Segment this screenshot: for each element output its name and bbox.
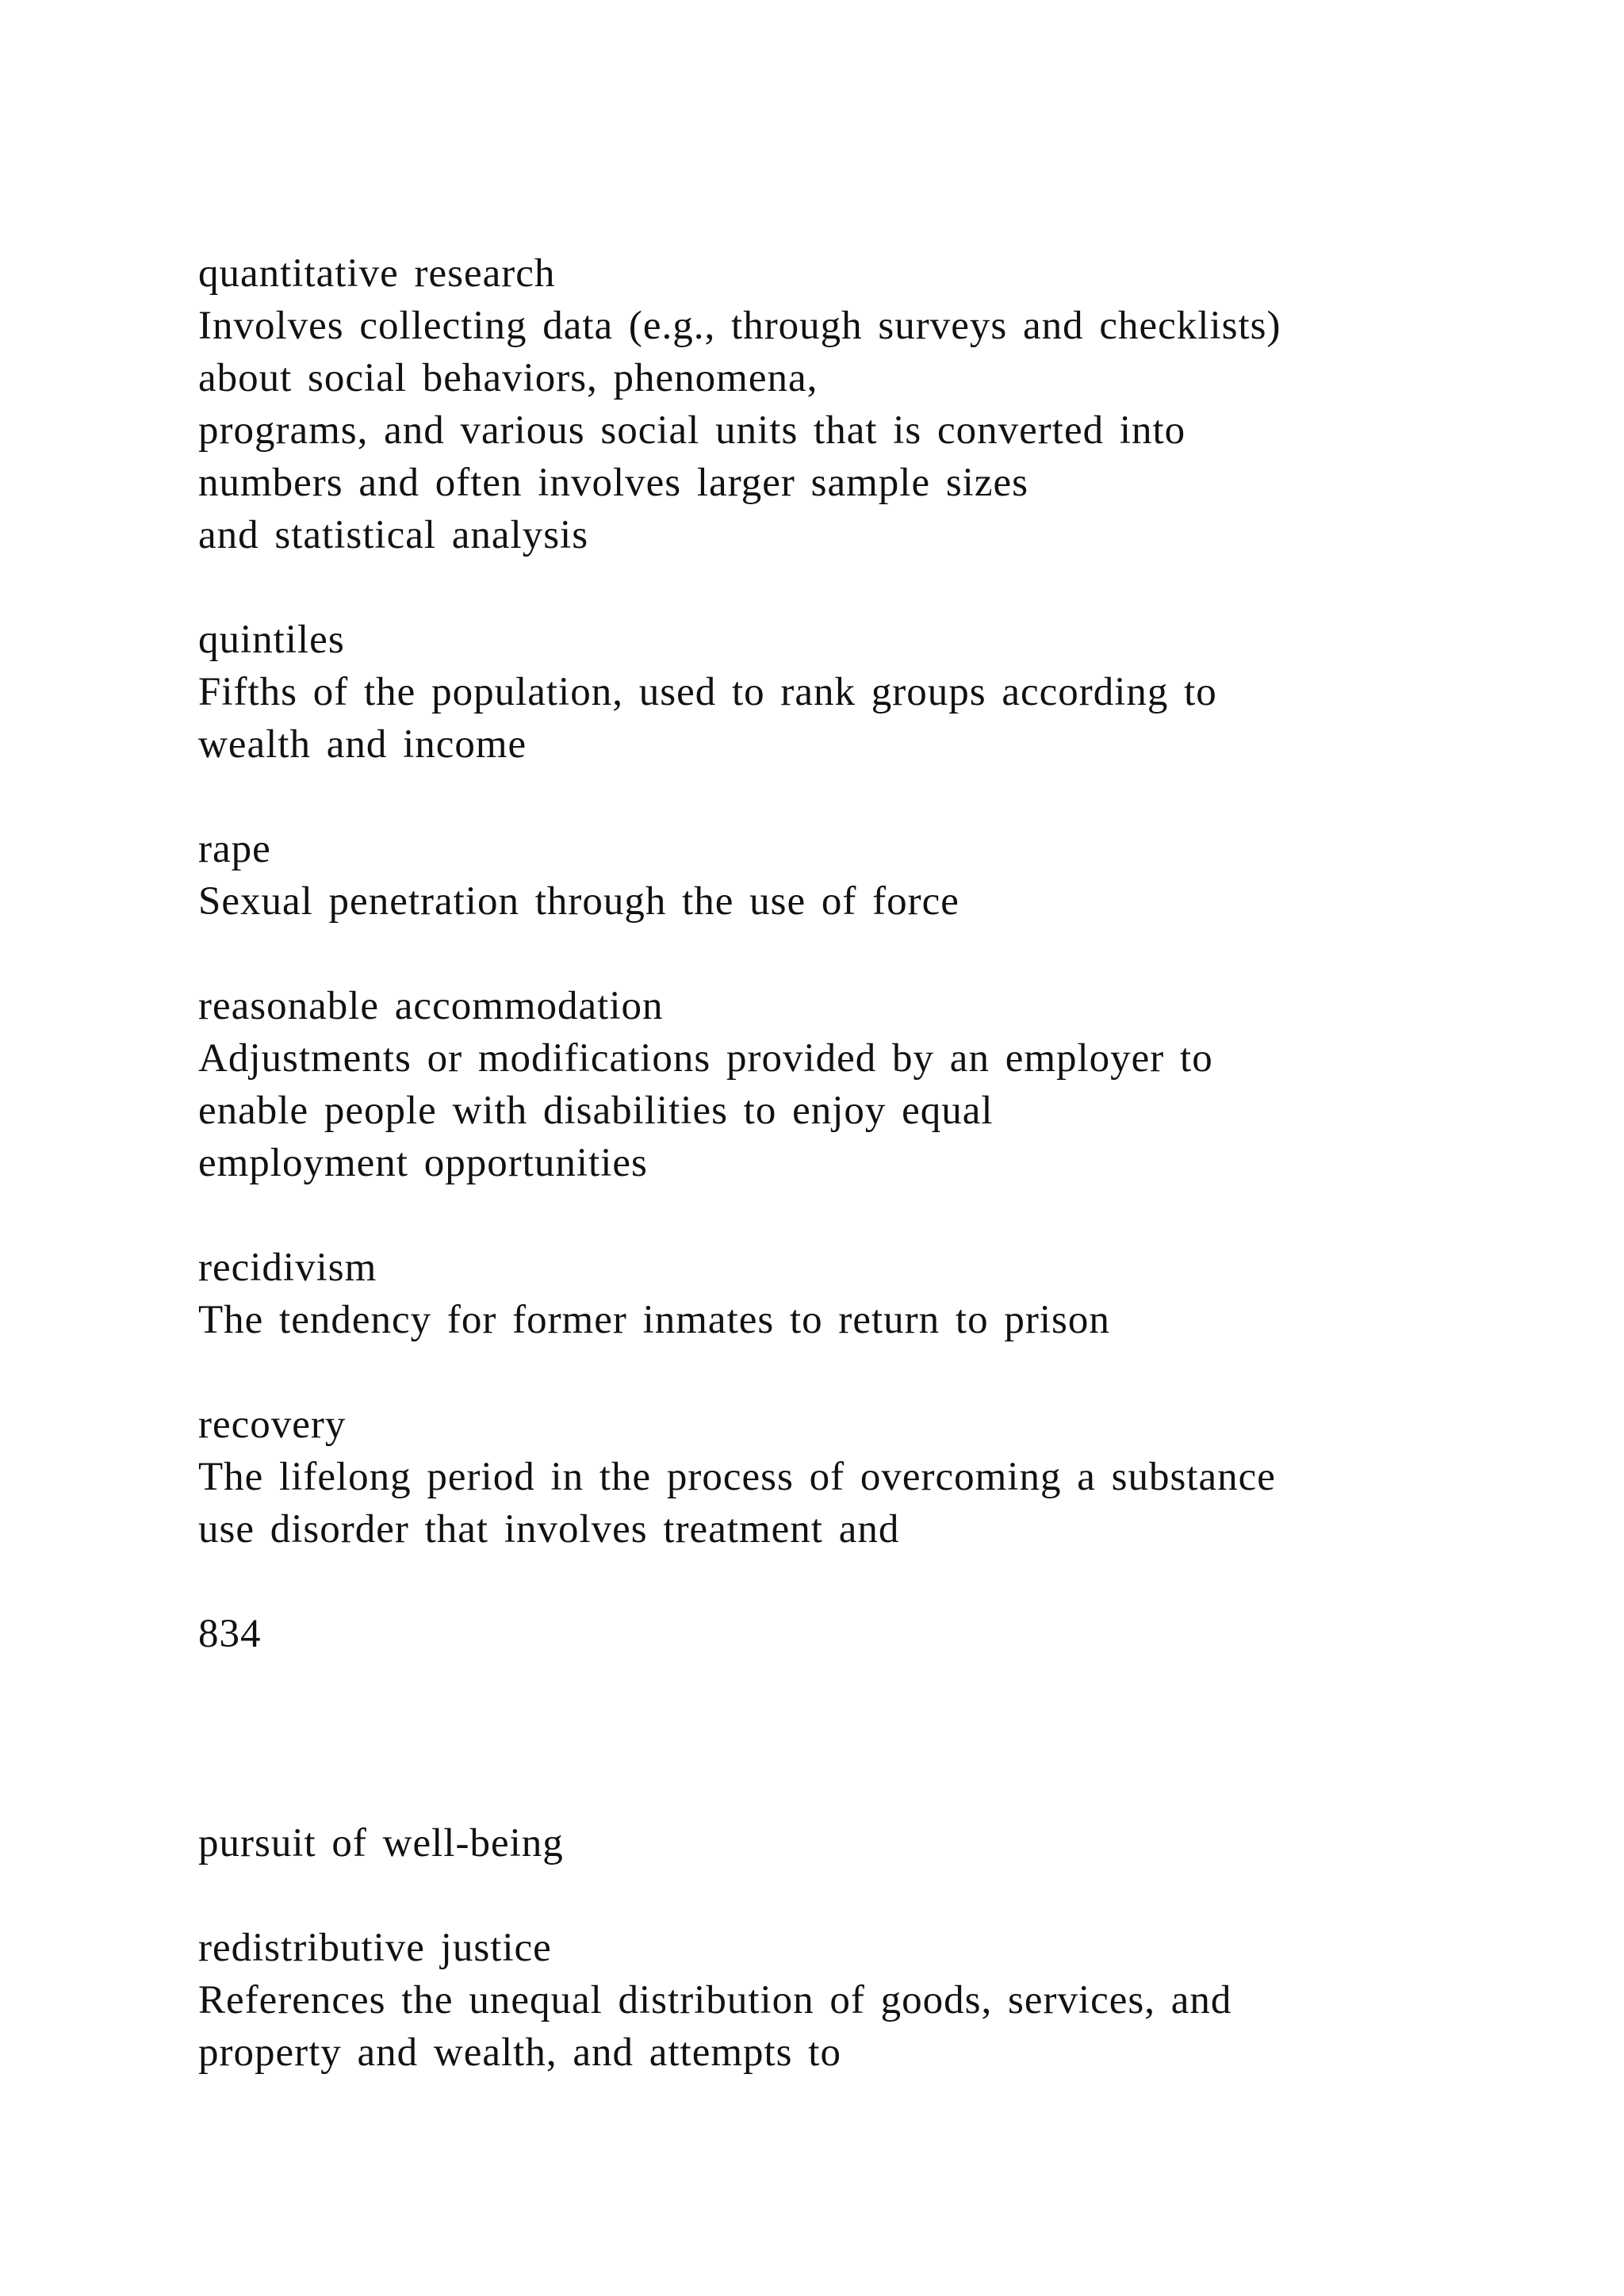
definition-line: use disorder that involves treatment and bbox=[198, 1507, 900, 1552]
term-rape: rape bbox=[198, 827, 271, 871]
term-redistributive-justice: redistributive justice bbox=[198, 1926, 552, 1970]
definition-line: Adjustments or modifications provided by an employer to bbox=[198, 1036, 1213, 1081]
term-reasonable-accommodation: reasonable accommodation bbox=[198, 984, 664, 1028]
definition-line: References the unequal distribution of goods, services, and bbox=[198, 1978, 1232, 2022]
definition-line: Sexual penetration through the use of force bbox=[198, 879, 959, 924]
term-quintiles: quintiles bbox=[198, 618, 345, 662]
continuation-header: pursuit of well-being bbox=[198, 1821, 564, 1866]
definition-line: Involves collecting data (e.g., through surveys and checklists) bbox=[198, 304, 1281, 348]
definition-line: property and wealth, and attempts to bbox=[198, 2030, 841, 2075]
page-number: 834 bbox=[198, 1612, 262, 1656]
definition-line: about social behaviors, phenomena, bbox=[198, 356, 818, 400]
definition-line: numbers and often involves larger sample sizes bbox=[198, 461, 1028, 505]
definition-line: Fifths of the population, used to rank groups according to bbox=[198, 670, 1217, 714]
definition-line: wealth and income bbox=[198, 722, 527, 767]
definition-line: and statistical analysis bbox=[198, 513, 589, 557]
term-recidivism: recidivism bbox=[198, 1246, 377, 1290]
definition-line: enable people with disabilities to enjoy equal bbox=[198, 1089, 994, 1133]
definition-line: programs, and various social units that is converted into bbox=[198, 408, 1186, 453]
term-recovery: recovery bbox=[198, 1402, 347, 1447]
definition-line: The tendency for former inmates to return to prison bbox=[198, 1298, 1110, 1342]
term-quantitative-research: quantitative research bbox=[198, 251, 556, 296]
definition-line: The lifelong period in the process of overcoming a substance bbox=[198, 1455, 1276, 1499]
definition-line: employment opportunities bbox=[198, 1141, 648, 1185]
